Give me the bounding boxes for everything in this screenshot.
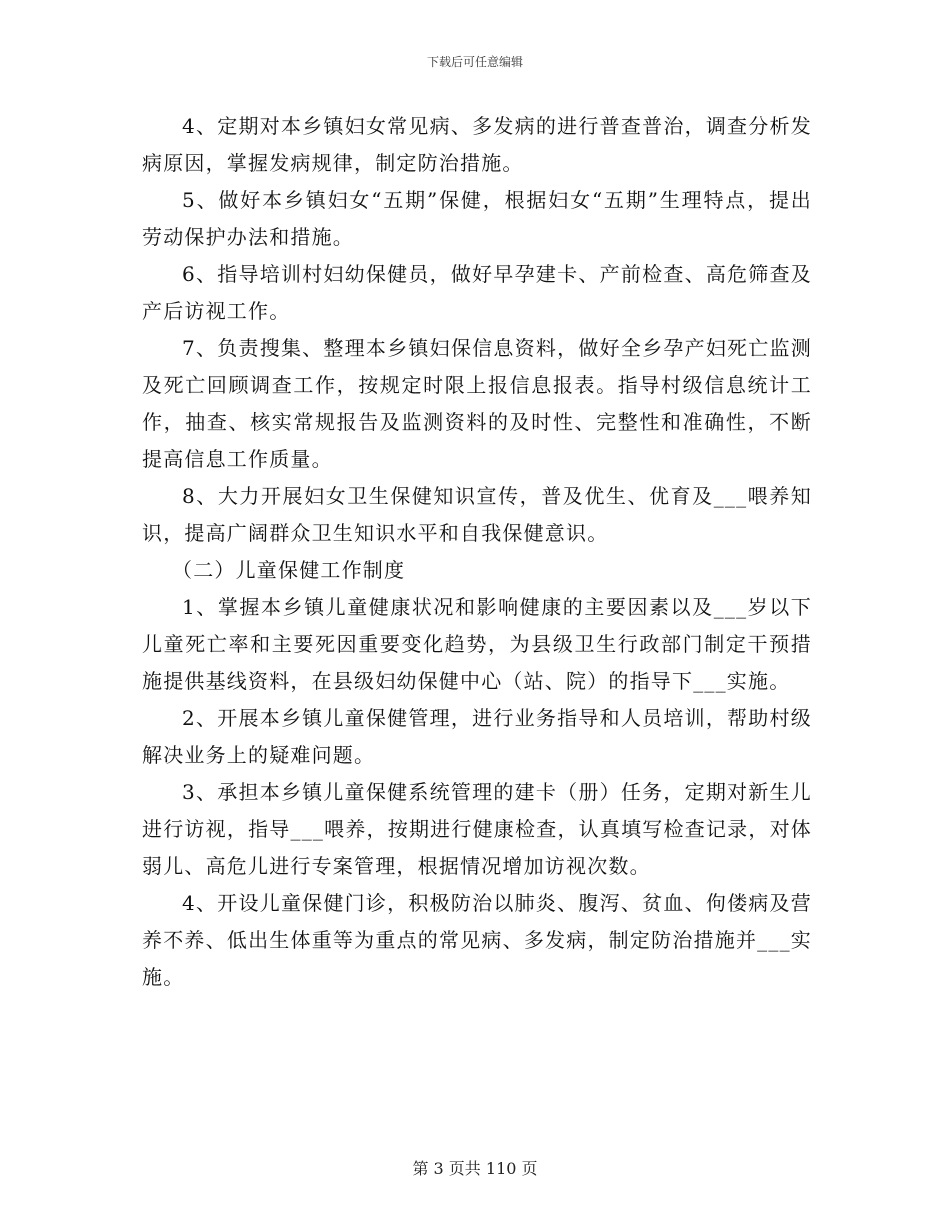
paragraph: 3、承担本乡镇儿童保健系统管理的建卡（册）任务，定期对新生儿进行访视，指导___喂养，按期进行健康检查，认真填写检查记录，对体弱儿、高危儿进行专案管理，根据情况增加访视次数。: [142, 780, 812, 878]
page-header: 下载后可任意编辑: [426, 55, 523, 69]
section-heading: （二）儿童保健工作制度: [172, 558, 406, 582]
page-number: 第 3 页共 110 页: [412, 1159, 538, 1178]
paragraph: 1、掌握本乡镇儿童健康状况和影响健康的主要因素以及___岁以下儿童死亡率和主要死因重要变化趋势，为县级卫生行政部门制定干预措施提供基线资料，在县级妇幼保健中心（站、院）的指导下___实施。: [142, 595, 812, 693]
paragraph: 4、定期对本乡镇妇女常见病、多发病的进行普查普治，调查分析发病原因，掌握发病规律，制定防治措施。: [142, 114, 812, 175]
paragraph: 8、大力开展妇女卫生保健知识宣传，普及优生、优育及___喂养知识，提高广阔群众卫生知识水平和自我保健意识。: [142, 484, 812, 545]
document-body: [142, 108, 812, 996]
paragraph: 4、开设儿童保健门诊，积极防治以肺炎、腹泻、贫血、佝偻病及营养不养、低出生体重等为重点的常见病、多发病，制定防治措施并___实施。: [142, 891, 812, 989]
paragraph: 5、做好本乡镇妇女“五期”保健，根据妇女“五期”生理特点，提出劳动保护办法和措施。: [142, 188, 812, 249]
paragraph: 2、开展本乡镇儿童保健管理，进行业务指导和人员培训，帮助村级解决业务上的疑难问题。: [142, 706, 812, 767]
paragraph: 7、负责搜集、整理本乡镇妇保信息资料，做好全乡孕产妇死亡监测及死亡回顾调查工作，按规定时限上报信息报表。指导村级信息统计工作，抽查、核实常规报告及监测资料的及时性、完整性和准确性，不断提高信息工作质量。: [142, 336, 812, 471]
paragraph: 6、指导培训村妇幼保健员，做好早孕建卡、产前检查、高危筛查及产后访视工作。: [142, 262, 812, 323]
